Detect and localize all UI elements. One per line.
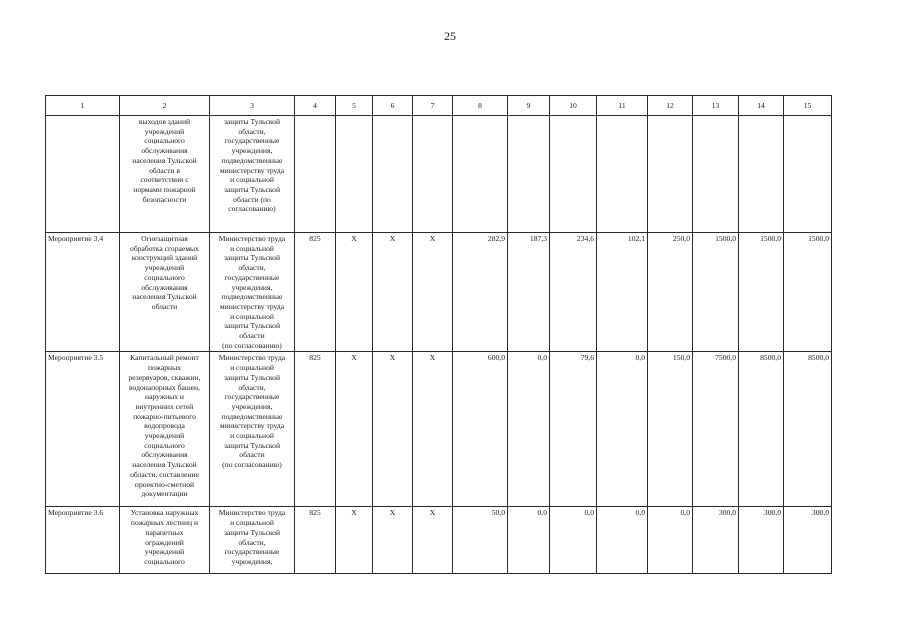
- column-header: 13: [693, 96, 739, 116]
- column-6-cell: [373, 116, 413, 233]
- table-row-activity-3-5: [46, 352, 832, 507]
- column-header: 5: [336, 96, 373, 116]
- value-cell-10: 79,6: [550, 352, 597, 507]
- responsible-cell: Министерство труда и социальной защиты Тульской области, государственные учреждения,: [210, 507, 295, 574]
- column-header: 15: [784, 96, 832, 116]
- column-5-cell: Х: [336, 507, 373, 574]
- activity-cell: [46, 116, 120, 233]
- activity-name-cell: выходов зданий учреждений социального обслуживания населения Тульской области в соответствии с нормами пожарной безопасности: [120, 116, 210, 233]
- code-cell: 825: [295, 352, 336, 507]
- column-header: 8: [453, 96, 508, 116]
- column-6-cell: Х: [373, 233, 413, 352]
- value-cell-9: 0,0: [508, 352, 550, 507]
- column-header: 12: [648, 96, 693, 116]
- value-cell-15: 300,0: [784, 507, 832, 574]
- value-cell-9: 187,3: [508, 233, 550, 352]
- column-header: 3: [210, 96, 295, 116]
- column-7-cell: Х: [413, 352, 453, 507]
- value-cell-14: 300,0: [739, 507, 784, 574]
- column-header: 10: [550, 96, 597, 116]
- value-cell-12: 150,0: [648, 352, 693, 507]
- column-header: 9: [508, 96, 550, 116]
- value-cell-14: 8500,0: [739, 352, 784, 507]
- value-cell-10: 0,0: [550, 507, 597, 574]
- column-header: 11: [597, 96, 648, 116]
- column-header: 7: [413, 96, 453, 116]
- column-6-cell: Х: [373, 507, 413, 574]
- activity-cell: Мероприятие 3.6: [46, 507, 120, 574]
- value-cell-15: 8500,0: [784, 352, 832, 507]
- value-cell-15: [784, 116, 832, 233]
- value-cell-9: 0,0: [508, 507, 550, 574]
- activity-name-cell: Огнезащитная обработка сгораемых конструкций зданий учреждений социального обслуживания населения Тульской области: [120, 233, 210, 352]
- column-7-cell: Х: [413, 507, 453, 574]
- table-row-activity-3-6: [46, 507, 832, 574]
- column-header: 1: [46, 96, 120, 116]
- column-header: 4: [295, 96, 336, 116]
- code-cell: 825: [295, 233, 336, 352]
- code-cell: 825: [295, 507, 336, 574]
- value-cell-8: 282,9: [453, 233, 508, 352]
- value-cell-11: [597, 116, 648, 233]
- value-cell-10: 234,6: [550, 233, 597, 352]
- value-cell-12: [648, 116, 693, 233]
- value-cell-14: [739, 116, 784, 233]
- value-cell-13: 300,0: [693, 507, 739, 574]
- column-5-cell: Х: [336, 352, 373, 507]
- value-cell-8: 600,0: [453, 352, 508, 507]
- value-cell-13: 1500,0: [693, 233, 739, 352]
- value-cell-15: 1500,0: [784, 233, 832, 352]
- value-cell-10: [550, 116, 597, 233]
- column-7-cell: [413, 116, 453, 233]
- value-cell-11: 0,0: [597, 507, 648, 574]
- value-cell-13: [693, 116, 739, 233]
- column-header: 6: [373, 96, 413, 116]
- responsible-cell: Министерство труда и социальной защиты Тульской области, государственные учреждения, подведомственные министерству труда и социальной защиты Тульской области (по согласованию): [210, 352, 295, 507]
- value-cell-14: 1500,0: [739, 233, 784, 352]
- responsible-cell: защиты Тульской области, государственные учреждения, подведомственные министерству труда и социальной защиты Тульской области (по согласованию): [210, 116, 295, 233]
- column-header: 14: [739, 96, 784, 116]
- page-number: 25: [444, 29, 456, 43]
- value-cell-8: 50,0: [453, 507, 508, 574]
- value-cell-8: [453, 116, 508, 233]
- column-header: 2: [120, 96, 210, 116]
- value-cell-11: 102,1: [597, 233, 648, 352]
- activity-name-cell: Установка наружных пожарных лестниц и парапетных ограждений учреждений социального: [120, 507, 210, 574]
- value-cell-9: [508, 116, 550, 233]
- column-6-cell: Х: [373, 352, 413, 507]
- value-cell-11: 0,0: [597, 352, 648, 507]
- budget-table: [45, 95, 832, 574]
- value-cell-12: 0,0: [648, 507, 693, 574]
- activity-cell: Мероприятие 3.4: [46, 233, 120, 352]
- column-5-cell: [336, 116, 373, 233]
- code-cell: [295, 116, 336, 233]
- header-row: [46, 96, 832, 116]
- responsible-cell: Министерство труда и социальной защиты Тульской области, государственные учреждения, подведомственные министерству труда и социальной защиты Тульской области (по согласованию): [210, 233, 295, 352]
- value-cell-12: 250,0: [648, 233, 693, 352]
- activity-cell: Мероприятие 3.5: [46, 352, 120, 507]
- value-cell-13: 7500,0: [693, 352, 739, 507]
- column-5-cell: Х: [336, 233, 373, 352]
- column-7-cell: Х: [413, 233, 453, 352]
- table-row-continuation: [46, 116, 832, 233]
- table-row-activity-3-4: [46, 233, 832, 352]
- activity-name-cell: Капитальный ремонт пожарных резервуаров, скважин, водонапорных башен, наружных и внутренних сетей пожарно-питьевого водопровода учреждений социального обслуживания населения Тульской области, составление проектно-сметной документации: [120, 352, 210, 507]
